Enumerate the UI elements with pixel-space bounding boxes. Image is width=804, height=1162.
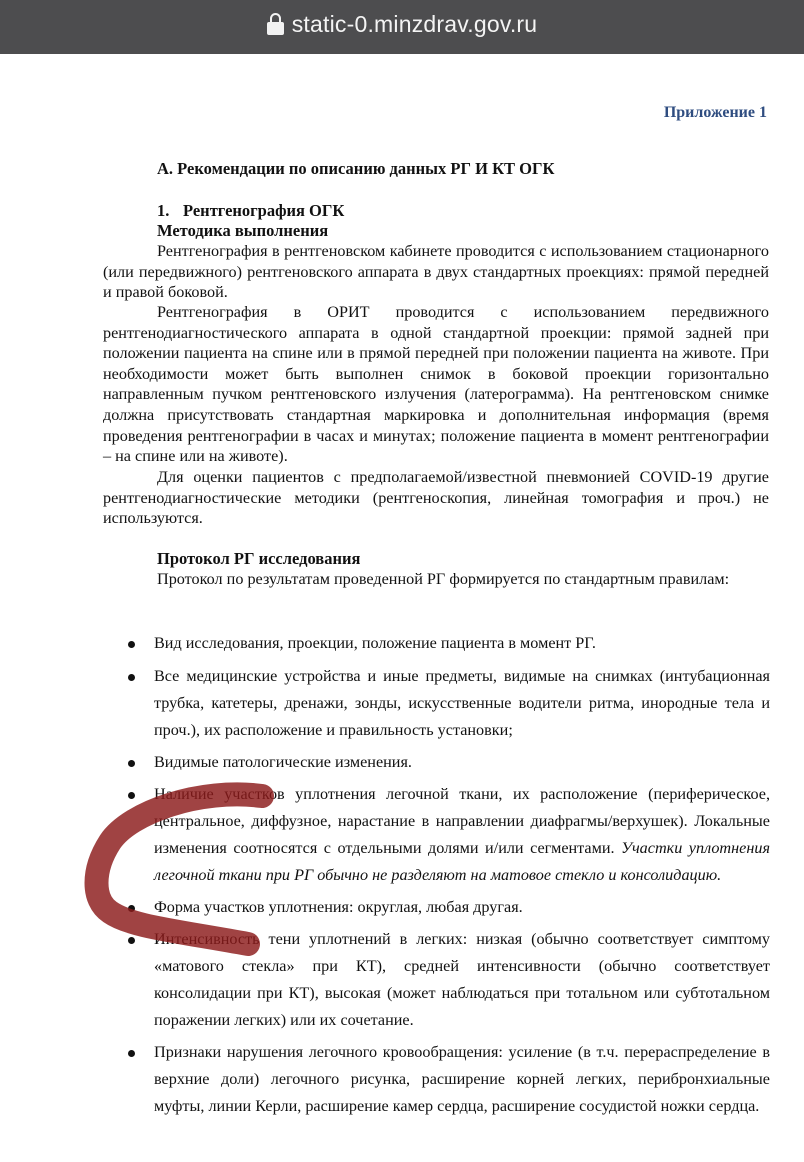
bullet-icon xyxy=(128,1050,135,1057)
list-item xyxy=(122,749,770,776)
list-item xyxy=(122,781,770,889)
list-item-text: Наличие участков уплотнения легочной ткани, их расположение (периферическое, центральное, диффузное, нарастание в направлении диафрагмы/верхушек). Локальные изменения соотносятся с отдельными долями и/или сегментами. xyxy=(154,785,770,857)
bullet-icon xyxy=(128,641,135,648)
url-text: static-0.minzdrav.gov.ru xyxy=(291,10,538,37)
method-heading: Методика выполнения xyxy=(157,221,329,240)
list-item xyxy=(122,630,770,657)
browser-address-bar[interactable] xyxy=(0,0,804,54)
bullet-icon xyxy=(128,760,135,767)
list-item-text: Вид исследования, проекции, положение пациента в момент РГ. xyxy=(154,634,596,652)
list-item-text: Признаки нарушения легочного кровообращения: усиление (в т.ч. перераспределение в верхние доли) легочного рисунка, расширение корней легких, перибронхиальные муфты, линии Керли, расширение камер сердца, расширение сосудистой ножки сердца. xyxy=(154,1043,770,1115)
subsection-heading xyxy=(157,201,344,221)
list-item-text: Все медицинские устройства и иные предметы, видимые на снимках (интубационная трубка, катетеры, дренажи, зонды, искусственные водители ритма, инородные тела и проч.), их расположение и правильность установки; xyxy=(154,667,770,739)
protocol-intro: Протокол по результатам проведенной РГ формируется по стандартным правилам: xyxy=(157,570,730,588)
list-item-text: Интенсивность тени уплотнений в легких: низкая (обычно соответствует симптому «матового стекла» при КТ), средней интенсивности (обычно соответствует консолидации при КТ), высокая (может наблюдаться при тотальном или субтотальном поражении легких) или их сочетание. xyxy=(154,930,770,1029)
appendix-label: Приложение 1 xyxy=(663,104,767,121)
lock-icon xyxy=(267,13,284,35)
subsection-title: Рентгенография ОГК xyxy=(183,201,345,220)
paragraph-1: Рентгенография в рентгеновском кабинете проводится с использованием стационарного (или передвижного) рентгеновского аппарата в двух стандартных проекциях: прямой передней и правой боковой. xyxy=(103,242,769,302)
protocol-list xyxy=(122,630,770,1120)
bullet-icon xyxy=(128,937,135,944)
list-item xyxy=(122,926,770,1034)
list-item-italic-note: Участки уплотнения легочной ткани при РГ обычно не разделяют на матовое стекло и консолидацию. xyxy=(154,839,770,884)
list-item xyxy=(122,894,770,921)
list-item-text: Видимые патологические изменения. xyxy=(154,753,412,771)
bullet-icon xyxy=(128,674,135,681)
url-display[interactable] xyxy=(267,11,538,38)
list-item-text: Форма участков уплотнения: округлая, любая другая. xyxy=(154,898,523,916)
paragraph-2: Рентгенография в ОРИТ проводится с использованием передвижного рентгенодиагностического аппарата в одной стандартной проекции: прямой задней при положении пациента на спине или в прямой передней при положении пациента на животе. При необходимости может быть выполнен снимок в боковой проекции горизонтально направленным пучком рентгеновского излучения (латерограмма). На рентгеновском снимке должна присутствовать стандартная маркировка и дополнительная информация (время проведения рентгенографии в часах и минутах; положение пациента в момент рентгенографии – на спине или на животе). xyxy=(103,303,769,466)
bullet-icon xyxy=(128,905,135,912)
protocol-heading: Протокол РГ исследования xyxy=(157,549,361,568)
bullet-icon xyxy=(128,792,135,799)
subsection-number: 1. xyxy=(157,201,170,220)
list-item xyxy=(122,1039,770,1120)
list-item xyxy=(122,663,770,744)
section-title: А. Рекомендации по описанию данных РГ И КТ ОГК xyxy=(157,159,555,178)
paragraph-3: Для оценки пациентов с предполагаемой/известной пневмонией COVID-19 другие рентгенодиагностические методики (рентгеноскопия, линейная томография и проч.) не используются. xyxy=(103,468,769,528)
